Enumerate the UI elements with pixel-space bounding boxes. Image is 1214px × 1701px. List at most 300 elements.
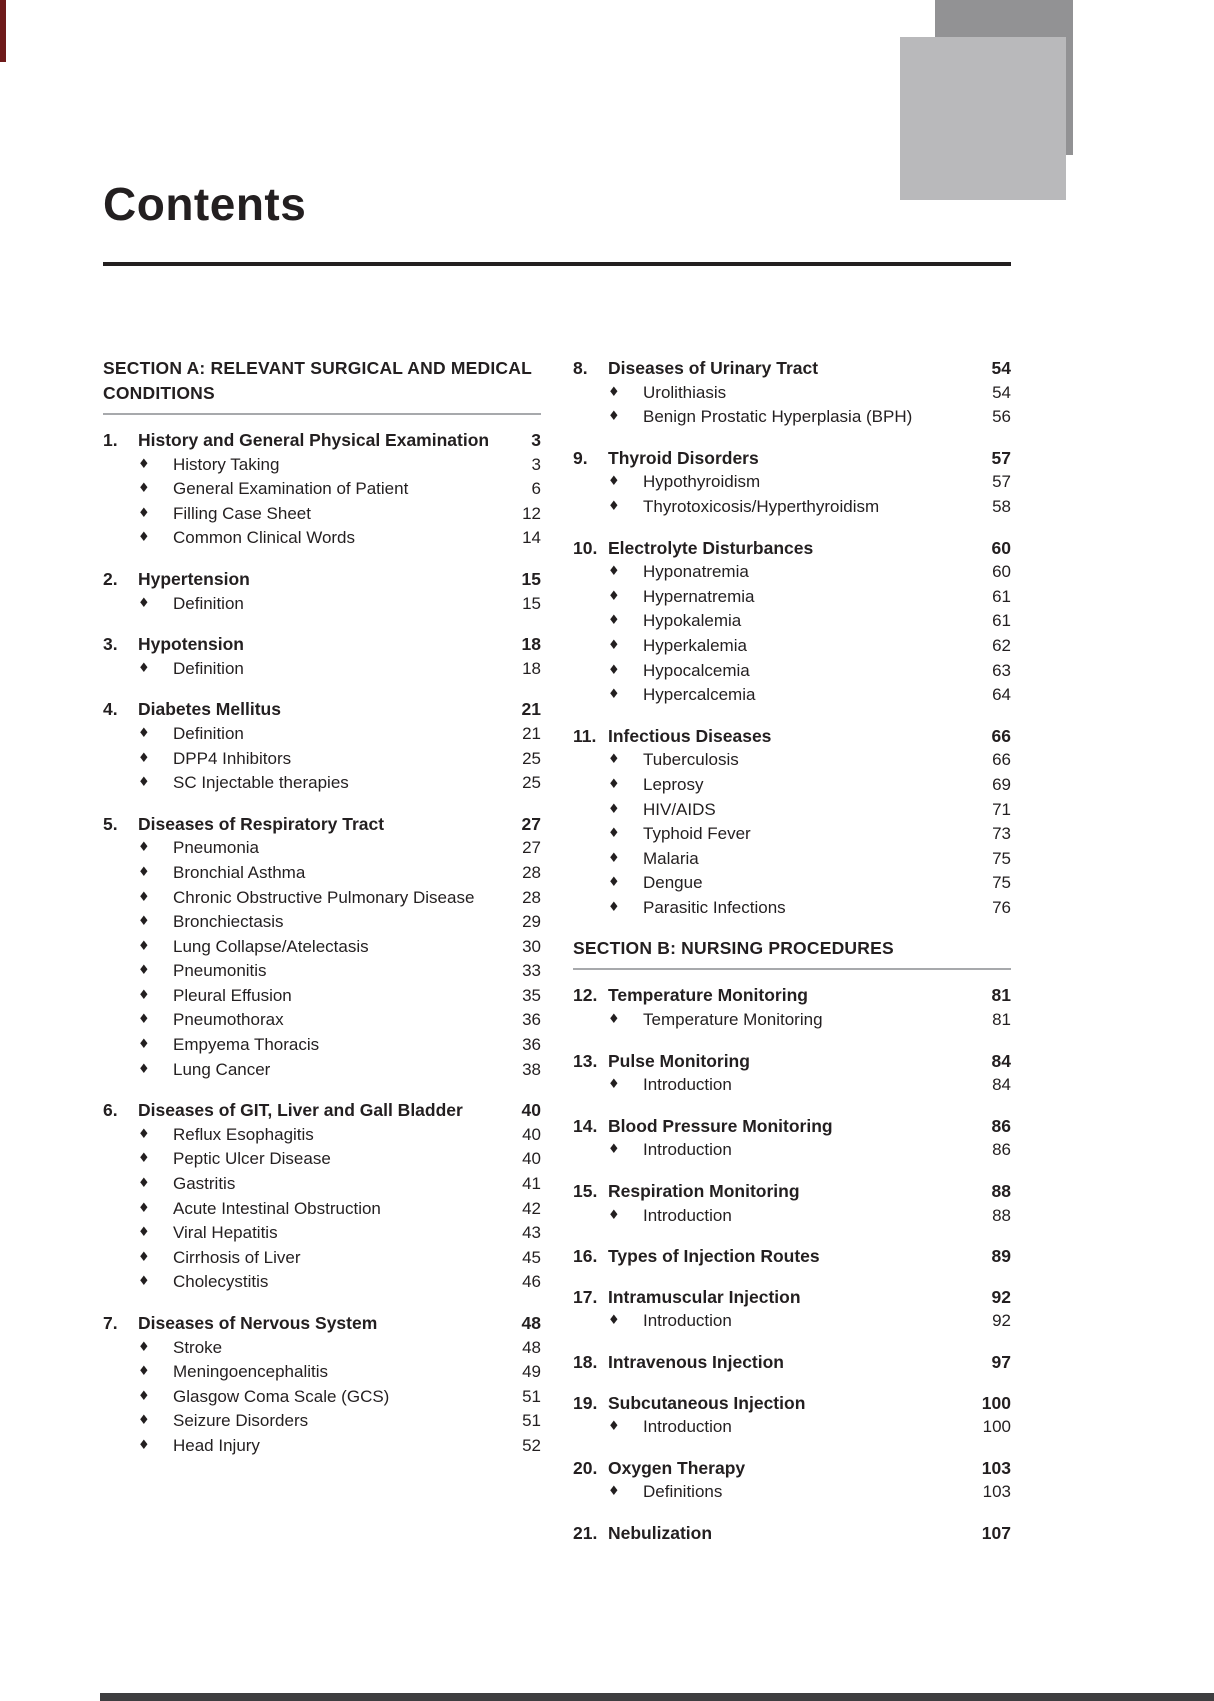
chapter-entry [573, 446, 1011, 471]
chapter-number: 8. [573, 358, 588, 378]
diamond-bullet-icon: ♦ [138, 864, 150, 880]
diamond-bullet-icon: ♦ [138, 660, 150, 676]
item-page: 25 [522, 748, 541, 768]
chapter-number: 12. [573, 985, 598, 1006]
chapter-page: 21 [521, 699, 541, 720]
diamond-bullet-icon: ♦ [608, 850, 620, 866]
chapter-number: 11. [573, 725, 597, 746]
chapter-block [573, 1350, 1011, 1375]
toc-item [573, 381, 1011, 406]
chapter-number: 17. [573, 1286, 598, 1307]
toc-item [573, 847, 1011, 872]
toc-item [573, 1309, 1011, 1334]
chapter-title: Nebulization [608, 1522, 713, 1543]
toc-item [103, 1123, 541, 1148]
toc-item [573, 822, 1011, 847]
chapter-title: Blood Pressure Monitoring [608, 1115, 833, 1136]
chapter-page: 54 [991, 358, 1011, 378]
toc-item [103, 747, 541, 772]
chapter-page: 57 [991, 447, 1011, 468]
item-page: 62 [992, 635, 1011, 655]
diamond-bullet-icon: ♦ [608, 1142, 620, 1158]
diamond-bullet-icon: ♦ [138, 530, 150, 546]
toc-item [103, 1246, 541, 1271]
item-page: 84 [992, 1075, 1011, 1095]
item-page: 71 [992, 799, 1011, 819]
item-label: Meningoencephalitis [173, 1362, 328, 1382]
chapter-entry [573, 1285, 1011, 1310]
chapter-number: 21. [573, 1522, 598, 1543]
item-page: 61 [992, 611, 1011, 631]
chapter-page: 84 [991, 1050, 1011, 1071]
chapter-number: 16. [573, 1246, 598, 1267]
diamond-bullet-icon: ♦ [608, 826, 620, 842]
item-page: 69 [992, 774, 1011, 794]
diamond-bullet-icon: ♦ [138, 1200, 150, 1216]
chapter-number: 14. [573, 1115, 598, 1136]
item-page: 33 [522, 961, 541, 981]
item-page: 35 [522, 985, 541, 1005]
item-label: Definition [173, 723, 244, 743]
item-page: 56 [992, 407, 1011, 427]
item-label: Hypercalcemia [643, 685, 756, 705]
toc-item [573, 609, 1011, 634]
chapter-number: 18. [573, 1352, 598, 1372]
toc-item [573, 470, 1011, 495]
item-page: 58 [992, 496, 1011, 516]
diamond-bullet-icon: ♦ [138, 1388, 150, 1404]
chapter-entry [573, 1391, 1011, 1416]
chapter-title: Types of Injection Routes [608, 1246, 820, 1267]
chapter-number: 5. [103, 813, 118, 834]
chapter-block [103, 1311, 541, 1459]
chapter-block [573, 1521, 1011, 1546]
chapter-entry [103, 428, 541, 453]
item-label: Hypokalemia [643, 611, 742, 631]
item-page: 40 [522, 1149, 541, 1169]
item-label: Hyponatremia [643, 562, 749, 582]
toc-item [103, 771, 541, 796]
toc-columns [103, 356, 1011, 1546]
item-page: 27 [522, 838, 541, 858]
diamond-bullet-icon: ♦ [608, 1077, 620, 1093]
diamond-bullet-icon: ♦ [608, 1012, 620, 1028]
chapter-number: 19. [573, 1392, 598, 1413]
item-label: Pneumonitis [173, 961, 267, 981]
item-page: 63 [992, 660, 1011, 680]
diamond-bullet-icon: ♦ [138, 938, 150, 954]
item-page: 86 [992, 1140, 1011, 1160]
toc-item [103, 477, 541, 502]
chapter-entry [573, 1244, 1011, 1269]
item-label: Acute Intestinal Obstruction [173, 1198, 381, 1218]
toc-item [103, 984, 541, 1009]
toc-item [103, 935, 541, 960]
chapter-block [573, 356, 1011, 430]
toc-item [573, 798, 1011, 823]
item-label: Introduction [643, 1075, 732, 1095]
diamond-bullet-icon: ♦ [608, 752, 620, 768]
chapter-number: 3. [103, 634, 118, 655]
chapter-title: History and General Physical Examination [138, 430, 490, 450]
diamond-bullet-icon: ♦ [138, 595, 150, 611]
spine-mark [0, 0, 6, 62]
item-label: Stroke [173, 1337, 223, 1357]
item-page: 28 [522, 862, 541, 882]
diamond-bullet-icon: ♦ [608, 899, 620, 915]
chapter-number: 13. [573, 1050, 598, 1071]
chapter-page: 100 [981, 1392, 1011, 1413]
chapter-block [573, 1244, 1011, 1269]
toc-item [573, 560, 1011, 585]
item-label: Seizure Disorders [173, 1411, 309, 1431]
item-label: Glasgow Coma Scale (GCS) [173, 1386, 390, 1406]
diamond-bullet-icon: ♦ [138, 1151, 150, 1167]
chapter-block [103, 697, 541, 795]
toc-item [103, 1360, 541, 1385]
page-content [103, 178, 1011, 1546]
chapter-page: 66 [991, 725, 1011, 746]
item-page: 30 [522, 936, 541, 956]
item-page: 6 [531, 479, 541, 499]
diamond-bullet-icon: ♦ [608, 1419, 620, 1435]
chapter-entry [573, 1179, 1011, 1204]
toc-item [103, 1008, 541, 1033]
item-page: 49 [522, 1362, 541, 1382]
chapter-entry [103, 697, 541, 722]
chapter-title: Diseases of Urinary Tract [608, 358, 819, 378]
chapter-title: Respiration Monitoring [608, 1181, 800, 1202]
chapter-title: Temperature Monitoring [608, 985, 808, 1006]
item-label: Leprosy [643, 774, 704, 794]
item-label: Empyema Thoracis [173, 1035, 320, 1055]
toc-item [573, 871, 1011, 896]
diamond-bullet-icon: ♦ [138, 1225, 150, 1241]
chapter-title: Diseases of GIT, Liver and Gall Bladder [138, 1100, 463, 1121]
chapter-title: Diseases of Respiratory Tract [138, 813, 385, 834]
section-header: SECTION B: NURSING PROCEDURES [573, 936, 1011, 970]
chapter-block [573, 1285, 1011, 1334]
chapter-number: 2. [103, 568, 118, 589]
toc-item [103, 526, 541, 551]
toc-item [573, 1480, 1011, 1505]
diamond-bullet-icon: ♦ [138, 1012, 150, 1028]
item-label: Pleural Effusion [173, 985, 292, 1005]
item-page: 28 [522, 887, 541, 907]
toc-item [103, 1033, 541, 1058]
diamond-bullet-icon: ♦ [608, 875, 620, 891]
chapter-page: 27 [521, 813, 541, 834]
item-label: General Examination of Patient [173, 479, 409, 499]
item-page: 21 [522, 723, 541, 743]
chapter-page: 40 [521, 1100, 541, 1121]
item-page: 41 [522, 1174, 541, 1194]
diamond-bullet-icon: ♦ [608, 1313, 620, 1329]
item-page: 36 [522, 1035, 541, 1055]
item-label: Bronchial Asthma [173, 862, 306, 882]
diamond-bullet-icon: ♦ [138, 987, 150, 1003]
item-page: 103 [982, 1482, 1011, 1502]
chapter-number: 9. [573, 447, 588, 468]
item-page: 75 [992, 873, 1011, 893]
chapter-number: 4. [103, 699, 118, 720]
item-label: Bronchiectasis [173, 912, 284, 932]
diamond-bullet-icon: ♦ [138, 456, 150, 472]
item-page: 25 [522, 773, 541, 793]
chapter-entry [103, 632, 541, 657]
item-label: Gastritis [173, 1174, 236, 1194]
item-page: 75 [992, 848, 1011, 868]
chapter-title: Hypotension [138, 634, 244, 655]
item-label: Hyperkalemia [643, 635, 747, 655]
item-page: 43 [522, 1223, 541, 1243]
toc-column-right [573, 356, 1011, 1546]
item-label: Chronic Obstructive Pulmonary Disease [173, 887, 475, 907]
diamond-bullet-icon: ♦ [138, 1413, 150, 1429]
chapter-entry [103, 1311, 541, 1336]
item-label: Definition [173, 658, 244, 678]
diamond-bullet-icon: ♦ [138, 725, 150, 741]
chapter-page: 107 [981, 1522, 1011, 1543]
chapter-title: Pulse Monitoring [608, 1050, 750, 1071]
page-title: Contents [103, 178, 307, 230]
toc-column-left [103, 356, 541, 1459]
toc-item [103, 910, 541, 935]
chapter-page: 18 [521, 634, 541, 655]
diamond-bullet-icon: ♦ [608, 474, 620, 490]
chapter-entry [573, 1521, 1011, 1546]
item-label: Hypernatremia [643, 586, 755, 606]
diamond-bullet-icon: ♦ [608, 801, 620, 817]
chapter-block [103, 1098, 541, 1295]
toc-item [573, 585, 1011, 610]
toc-item [573, 659, 1011, 684]
corner-square-light [900, 37, 1066, 200]
toc-item [103, 1434, 541, 1459]
item-label: Malaria [643, 848, 699, 868]
diamond-bullet-icon: ♦ [608, 613, 620, 629]
chapter-page: 3 [531, 430, 541, 450]
item-page: 29 [522, 912, 541, 932]
toc-item [573, 1204, 1011, 1229]
chapter-page: 60 [991, 537, 1011, 558]
toc-item [103, 657, 541, 682]
chapter-block [573, 1391, 1011, 1440]
toc-item [103, 886, 541, 911]
chapter-block [573, 724, 1011, 921]
toc-item [103, 1385, 541, 1410]
chapter-entry [573, 356, 1011, 381]
toc-item [573, 634, 1011, 659]
item-label: Head Injury [173, 1435, 260, 1455]
item-page: 81 [992, 1010, 1011, 1030]
diamond-bullet-icon: ♦ [138, 1274, 150, 1290]
chapter-title: Oxygen Therapy [608, 1457, 746, 1478]
diamond-bullet-icon: ♦ [138, 1364, 150, 1380]
item-label: Introduction [643, 1140, 732, 1160]
item-label: Reflux Esophagitis [173, 1124, 314, 1144]
diamond-bullet-icon: ♦ [608, 384, 620, 400]
chapter-entry [573, 1456, 1011, 1481]
diamond-bullet-icon: ♦ [138, 889, 150, 905]
item-label: Common Clinical Words [173, 528, 356, 548]
chapter-block [103, 428, 541, 551]
item-page: 14 [522, 528, 541, 548]
item-page: 15 [522, 593, 541, 613]
item-label: Introduction [643, 1205, 732, 1225]
chapter-page: 88 [991, 1181, 1011, 1202]
chapter-block [103, 632, 541, 681]
item-page: 18 [522, 658, 541, 678]
chapter-entry [573, 1350, 1011, 1375]
toc-item [573, 1138, 1011, 1163]
chapter-title: Electrolyte Disturbances [608, 537, 814, 558]
item-label: Cirrhosis of Liver [173, 1247, 301, 1267]
toc-item [103, 502, 541, 527]
chapter-title: Intravenous Injection [608, 1352, 784, 1372]
diamond-bullet-icon: ♦ [138, 914, 150, 930]
toc-item [573, 683, 1011, 708]
item-label: Viral Hepatitis [173, 1223, 278, 1243]
diamond-bullet-icon: ♦ [608, 662, 620, 678]
toc-item [573, 1415, 1011, 1440]
item-label: Peptic Ulcer Disease [173, 1149, 331, 1169]
chapter-title: Subcutaneous Injection [608, 1392, 806, 1413]
item-page: 3 [531, 454, 541, 474]
item-page: 100 [982, 1417, 1011, 1437]
diamond-bullet-icon: ♦ [138, 1339, 150, 1355]
diamond-bullet-icon: ♦ [138, 481, 150, 497]
toc-item [103, 1197, 541, 1222]
title-rule [103, 262, 1011, 266]
chapter-number: 1. [103, 430, 118, 450]
item-label: Dengue [643, 873, 703, 893]
chapter-title: Hypertension [138, 568, 250, 589]
item-page: 61 [992, 586, 1011, 606]
toc-item [103, 1058, 541, 1083]
chapter-block [573, 1179, 1011, 1228]
toc-item [103, 1172, 541, 1197]
chapter-page: 97 [991, 1352, 1011, 1372]
chapter-title: Diseases of Nervous System [138, 1313, 378, 1333]
item-label: Definitions [643, 1482, 723, 1502]
item-page: 12 [522, 503, 541, 523]
chapter-page: 92 [991, 1286, 1011, 1307]
item-label: Definition [173, 593, 244, 613]
toc-item [573, 495, 1011, 520]
diamond-bullet-icon: ♦ [138, 840, 150, 856]
diamond-bullet-icon: ♦ [138, 1176, 150, 1192]
toc-item [103, 1221, 541, 1246]
toc-item [103, 722, 541, 747]
toc-item [103, 959, 541, 984]
chapter-block [573, 1456, 1011, 1505]
toc-item [573, 773, 1011, 798]
item-page: 45 [522, 1247, 541, 1267]
item-page: 36 [522, 1010, 541, 1030]
chapter-block [573, 446, 1011, 520]
chapter-entry [573, 724, 1011, 749]
item-page: 38 [522, 1059, 541, 1079]
item-page: 42 [522, 1198, 541, 1218]
chapter-page: 15 [521, 568, 541, 589]
chapter-number: 7. [103, 1313, 118, 1333]
item-label: Introduction [643, 1417, 732, 1437]
toc-item [573, 1073, 1011, 1098]
toc-item [103, 861, 541, 886]
toc-item [573, 896, 1011, 921]
diamond-bullet-icon: ♦ [138, 1126, 150, 1142]
item-label: Pneumothorax [173, 1010, 284, 1030]
chapter-block [573, 536, 1011, 708]
diamond-bullet-icon: ♦ [608, 409, 620, 425]
toc-item [103, 592, 541, 617]
item-label: Benign Prostatic Hyperplasia (BPH) [643, 407, 913, 427]
chapter-title: Diabetes Mellitus [138, 699, 281, 720]
item-label: Pneumonia [173, 838, 260, 858]
diamond-bullet-icon: ♦ [608, 588, 620, 604]
chapter-page: 48 [521, 1313, 541, 1333]
diamond-bullet-icon: ♦ [138, 775, 150, 791]
diamond-bullet-icon: ♦ [608, 564, 620, 580]
item-page: 51 [522, 1386, 541, 1406]
chapter-title: Thyroid Disorders [608, 447, 759, 468]
diamond-bullet-icon: ♦ [138, 1437, 150, 1453]
footer-bar [100, 1693, 1214, 1701]
item-page: 64 [992, 685, 1011, 705]
item-page: 88 [992, 1205, 1011, 1225]
item-page: 66 [992, 750, 1011, 770]
diamond-bullet-icon: ♦ [608, 1207, 620, 1223]
chapter-page: 103 [981, 1457, 1011, 1478]
diamond-bullet-icon: ♦ [138, 1037, 150, 1053]
chapter-number: 20. [573, 1457, 598, 1478]
item-label: HIV/AIDS [643, 799, 716, 819]
chapter-block [573, 1114, 1011, 1163]
section-header: SECTION A: RELEVANT SURGICAL AND MEDICAL CONDITIONS [103, 356, 541, 415]
chapter-entry [573, 1049, 1011, 1074]
chapter-block [103, 567, 541, 616]
item-label: Hypocalcemia [643, 660, 750, 680]
chapter-entry [573, 983, 1011, 1008]
chapter-entry [103, 1098, 541, 1123]
item-page: 52 [522, 1435, 541, 1455]
item-page: 92 [992, 1311, 1011, 1331]
chapter-number: 6. [103, 1100, 118, 1121]
item-page: 57 [992, 472, 1011, 492]
toc-item [103, 1409, 541, 1434]
chapter-entry [103, 567, 541, 592]
diamond-bullet-icon: ♦ [138, 1249, 150, 1265]
chapter-number: 10. [573, 537, 598, 558]
chapter-block [573, 983, 1011, 1032]
item-page: 51 [522, 1411, 541, 1431]
chapter-entry [573, 1114, 1011, 1139]
chapter-title: Intramuscular Injection [608, 1286, 801, 1307]
item-label: SC Injectable therapies [173, 773, 349, 793]
item-page: 46 [522, 1272, 541, 1292]
item-label: Tuberculosis [643, 750, 739, 770]
chapter-entry [573, 536, 1011, 561]
chapter-page: 81 [991, 985, 1011, 1006]
item-label: History Taking [173, 454, 280, 474]
toc-item [103, 1270, 541, 1295]
toc-item [103, 1336, 541, 1361]
item-label: Temperature Monitoring [643, 1010, 823, 1030]
chapter-page: 89 [991, 1246, 1011, 1267]
toc-item [103, 453, 541, 478]
item-label: Lung Collapse/Atelectasis [173, 936, 369, 956]
